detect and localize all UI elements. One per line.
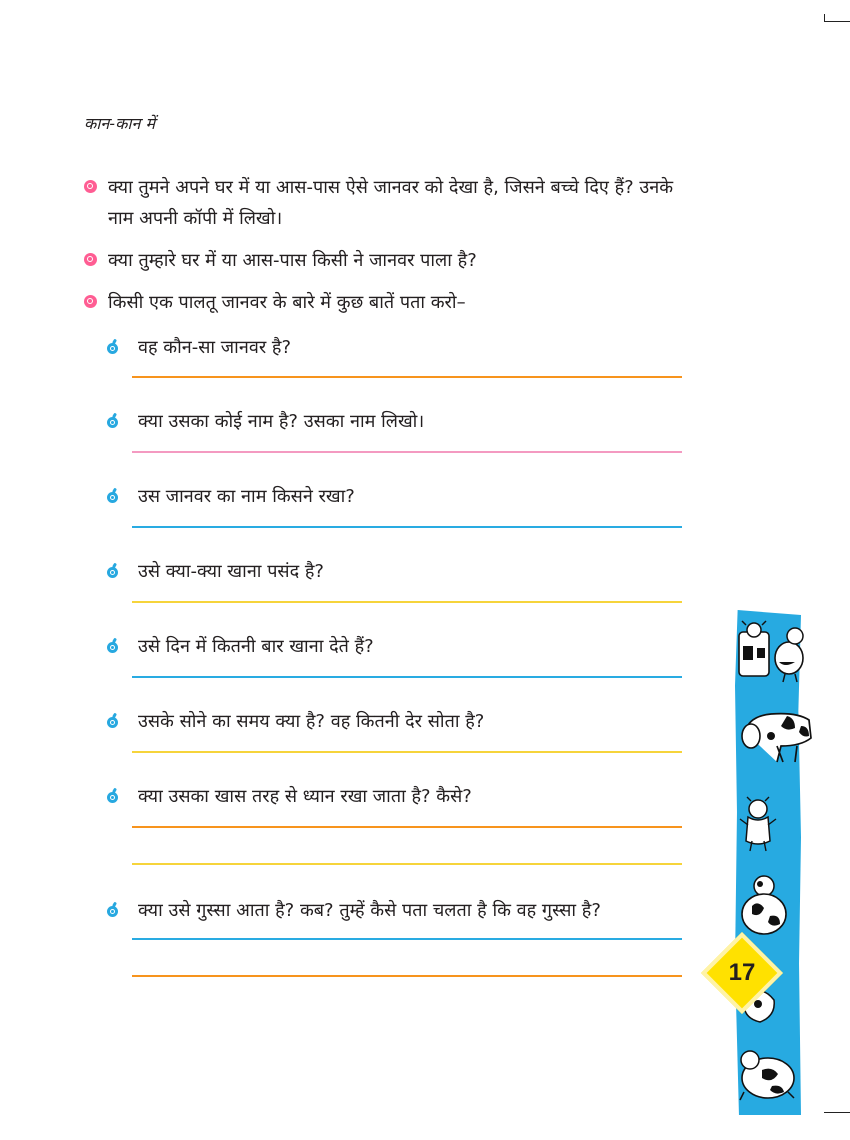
- subquestion-8: [138, 898, 698, 924]
- blue-bullet-icon: [107, 343, 118, 354]
- subquestion-3: [138, 484, 698, 510]
- blue-bullet-icon: [107, 906, 118, 917]
- blue-bullet-icon: [107, 717, 118, 728]
- answer-line[interactable]: [132, 938, 682, 940]
- subquestion-text: उसे क्या-क्या खाना पसंद है?: [138, 561, 324, 582]
- answer-line[interactable]: [132, 826, 682, 828]
- pink-bullet-icon: [84, 253, 97, 266]
- answer-line[interactable]: [132, 376, 682, 378]
- blue-bullet-icon: [107, 792, 118, 803]
- question-text: क्या तुमने अपने घर में या आस-पास ऐसे जानवर को देखा है, जिसने बच्चे दिए हैं? उनके नाम अपनी कॉपी में लिखो।: [108, 177, 674, 229]
- subquestion-text: क्या उसका कोई नाम है? उसका नाम लिखो।: [138, 411, 425, 432]
- subquestion-text: उसे दिन में कितनी बार खाना देते हैं?: [138, 636, 374, 657]
- question-3: [108, 287, 698, 318]
- crop-mark: [824, 14, 825, 22]
- answer-line[interactable]: [132, 751, 682, 753]
- cow-icon: [736, 872, 794, 942]
- answer-line[interactable]: [132, 863, 682, 865]
- subquestion-text: वह कौन-सा जानवर है?: [138, 337, 292, 358]
- blue-bullet-icon: [107, 642, 118, 653]
- blue-bullet-icon: [107, 492, 118, 503]
- question-1: [108, 172, 698, 234]
- crop-mark: [824, 21, 850, 22]
- answer-line[interactable]: [132, 676, 682, 678]
- cow-icon: [737, 702, 813, 766]
- cow-icon: [738, 795, 778, 855]
- question-text: किसी एक पालतू जानवर के बारे में कुछ बातें पता करो–: [108, 292, 466, 313]
- question-text: क्या तुम्हारे घर में या आस-पास किसी ने जानवर पाला है?: [108, 250, 477, 271]
- subquestion-7: [138, 784, 698, 810]
- section-title: कान-कान में: [84, 114, 156, 133]
- subquestion-6: [138, 709, 698, 735]
- answer-line[interactable]: [132, 451, 682, 453]
- cow-icon: [736, 1044, 800, 1104]
- answer-line[interactable]: [132, 975, 682, 977]
- crop-mark: [824, 1112, 850, 1113]
- decorative-strip: [735, 610, 801, 1115]
- subquestion-4: [138, 559, 698, 585]
- subquestion-text: क्या उसे गुस्सा आता है? कब? तुम्हें कैसे पता चलता है कि वह गुस्सा है?: [138, 900, 601, 921]
- answer-line[interactable]: [132, 601, 682, 603]
- blue-bullet-icon: [107, 567, 118, 578]
- subquestion-text: उसके सोने का समय क्या है? वह कितनी देर सोता है?: [138, 711, 485, 732]
- subquestion-5: [138, 634, 698, 660]
- pink-bullet-icon: [84, 180, 97, 193]
- cow-icon: [735, 618, 813, 684]
- answer-line[interactable]: [132, 526, 682, 528]
- pink-bullet-icon: [84, 295, 97, 308]
- subquestion-1: [138, 335, 698, 361]
- subquestion-text: क्या उसका खास तरह से ध्यान रखा जाता है? कैसे?: [138, 786, 472, 807]
- question-2: [108, 245, 698, 276]
- blue-bullet-icon: [107, 417, 118, 428]
- subquestion-2: [138, 409, 698, 435]
- page-number: 17: [728, 959, 756, 986]
- subquestion-text: उस जानवर का नाम किसने रखा?: [138, 486, 355, 507]
